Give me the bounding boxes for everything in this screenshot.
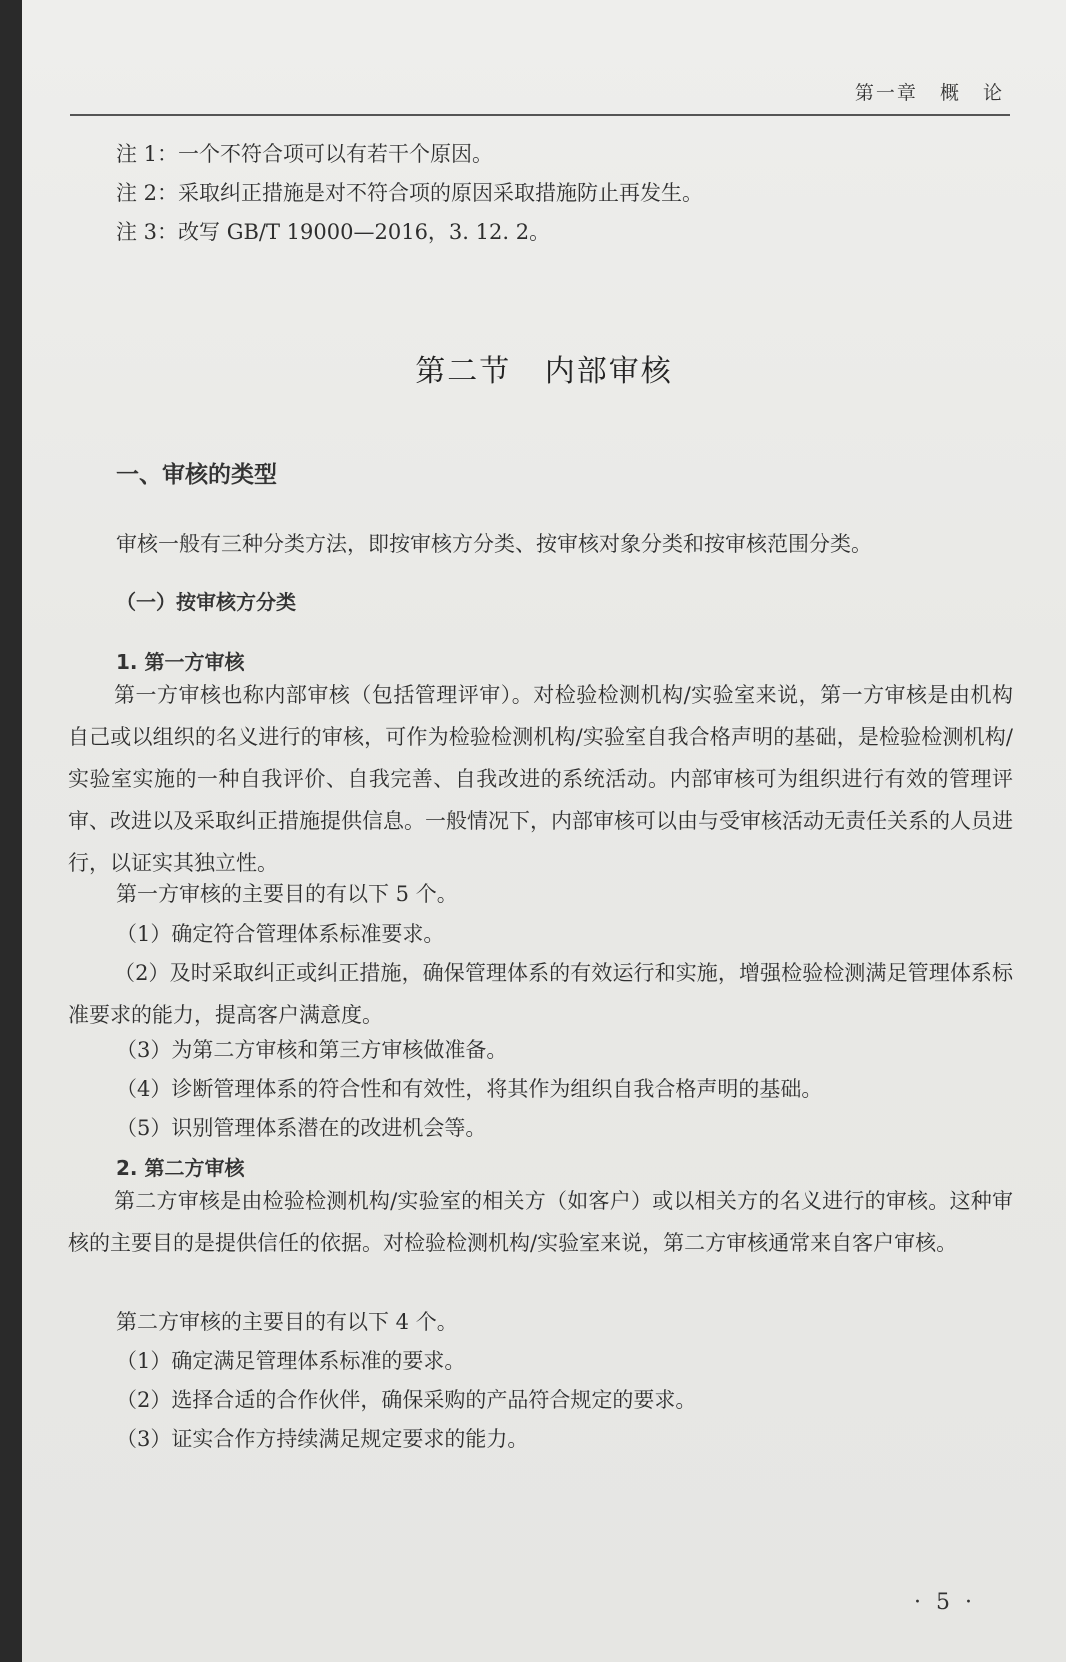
first-party-purpose-5: （5）识别管理体系潜在的改进机会等。 — [116, 1116, 487, 1140]
heading-first-party-audit: 1. 第一方审核 — [116, 650, 245, 674]
section-title: 第二节 内部审核 — [415, 354, 673, 389]
book-page — [22, 0, 1066, 1662]
second-party-purpose-intro: 第二方审核的主要目的有以下 4 个。 — [116, 1310, 458, 1334]
first-party-paragraph: 第一方审核也称内部审核（包括管理评审）。对检验检测机构/实验室来说，第一方审核是由机构自己或以组织的名义进行的审核，可作为检验检测机构/实验室自我合格声明的基础，是检验检测机构/实验室实施的一种自我评价、自我完善、自我改进的系统活动。内部审核可为组织进行有效的管理评审、改进以及采取纠正措施提供信息。一般情况下，内部审核可以由与受审核活动无责任关系的人员进行，以证实其独立性。 — [68, 683, 1013, 875]
heading-second-party-audit: 2. 第二方审核 — [116, 1156, 245, 1180]
second-party-purpose-1: （1）确定满足管理体系标准的要求。 — [116, 1349, 466, 1373]
note-2: 注 2：采取纠正措施是对不符合项的原因采取措施防止再发生。 — [116, 181, 704, 205]
first-party-purpose-intro: 第一方审核的主要目的有以下 5 个。 — [116, 882, 458, 906]
note-3: 注 3：改写 GB/T 19000—2016，3. 12. 2。 — [116, 220, 551, 244]
intro-paragraph: 审核一般有三种分类方法，即按审核方分类、按审核对象分类和按审核范围分类。 — [116, 532, 872, 556]
first-party-purpose-3: （3）为第二方审核和第三方审核做准备。 — [116, 1038, 508, 1062]
second-party-paragraph: 第二方审核是由检验检测机构/实验室的相关方（如客户）或以相关方的名义进行的审核。这种审核的主要目的是提供信任的依据。对检验检测机构/实验室来说，第二方审核通常来自客户审核。 — [68, 1189, 1013, 1255]
second-party-purpose-3: （3）证实合作方持续满足规定要求的能力。 — [116, 1427, 529, 1451]
heading-by-auditor: （一）按审核方分类 — [116, 590, 296, 614]
running-header — [70, 76, 1010, 116]
first-party-purpose-2: （2）及时采取纠正或纠正措施，确保管理体系的有效运行和实施，增强检验检测满足管理体系标准要求的能力，提高客户满意度。 — [68, 961, 1013, 1027]
running-header-title: 第一章 概 论 — [854, 82, 1004, 104]
page-number: · 5 · — [914, 1590, 976, 1615]
first-party-purpose-4: （4）诊断管理体系的符合性和有效性，将其作为组织自我合格声明的基础。 — [116, 1077, 823, 1101]
second-party-purpose-2: （2）选择合适的合作伙伴，确保采购的产品符合规定的要求。 — [116, 1388, 697, 1412]
heading-types-of-audit: 一、审核的类型 — [116, 462, 277, 488]
first-party-purpose-1: （1）确定符合管理体系标准要求。 — [116, 922, 445, 946]
note-1: 注 1：一个不符合项可以有若干个原因。 — [116, 142, 494, 166]
